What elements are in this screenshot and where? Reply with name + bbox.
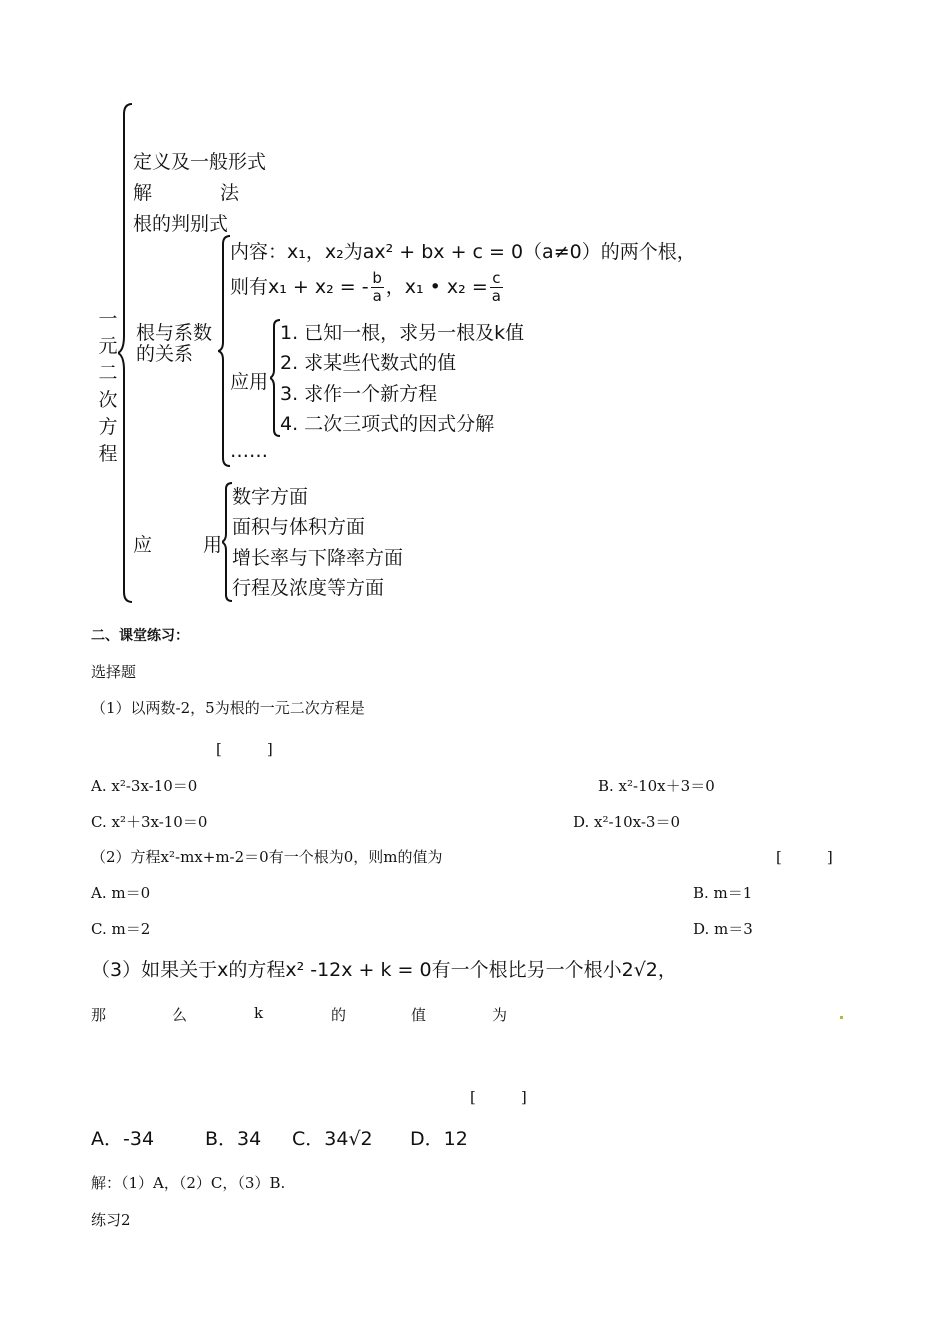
node-apply-2: 用: [203, 534, 223, 556]
root-topic: 一元二次方程: [98, 308, 118, 465]
q3-tail-4: 的: [331, 1006, 347, 1024]
vieta-content-b: [230, 270, 505, 305]
q2-bracket: [ ]: [776, 848, 833, 866]
usage-label: 应用: [230, 371, 269, 393]
q2-option-a: A. m＝0: [91, 884, 151, 902]
node-vieta-2: 的关系: [136, 343, 194, 365]
q3-tail-6: 为: [492, 1006, 508, 1024]
section-title: 二、课堂练习：: [91, 628, 189, 644]
q3-tail-2: 么: [172, 1006, 188, 1024]
fraction-c-over-a: [490, 270, 503, 305]
apply-item-4: 行程及浓度等方面: [232, 577, 385, 599]
node-definition: 定义及一般形式: [133, 151, 267, 173]
q3-bracket: [ ]: [470, 1088, 527, 1106]
q3-option-c: C．34√2: [292, 1128, 373, 1150]
frac-b-num: b: [372, 269, 382, 287]
decorative-dot: [840, 1016, 843, 1019]
q3-option-b: B．34: [205, 1128, 262, 1150]
frac-b-den: a: [372, 287, 382, 305]
q1-option-a: A. x²-3x-10＝0: [91, 777, 198, 795]
fraction-b-over-a: [371, 270, 384, 305]
q1-option-d: D. x²-10x-3＝0: [573, 813, 681, 831]
q3-stem: （3）如果关于x的方程x² -12x + k = 0有一个根比另一个根小2√2，: [91, 959, 677, 981]
node-solve-2: 法: [220, 182, 240, 204]
section-subtitle: 选择题: [91, 663, 137, 681]
usage-item-2: 2. 求某些代数式的值: [280, 352, 457, 374]
vieta-content-a: 内容：x₁，x₂为ax² + bx + c = 0（a≠0）的两个根，: [230, 241, 696, 263]
q3-option-a: A．-34: [91, 1128, 155, 1150]
q3-tail-5: 值: [411, 1006, 427, 1024]
q3-option-d: D．12: [410, 1128, 468, 1150]
q1-bracket: [ ]: [216, 740, 273, 758]
vieta-content-b-mid: ，x₁ • x₂ =: [385, 276, 488, 298]
usage-item-4: 4. 二次三项式的因式分解: [280, 413, 495, 435]
frac-c-num: c: [492, 269, 501, 287]
q1-option-c: C. x²＋3x-10＝0: [91, 813, 208, 831]
frac-c-den: a: [491, 287, 501, 305]
answer-line: 解：（1）A，（2）C，（3）B.: [91, 1174, 286, 1192]
q3-tail-1: 那: [91, 1006, 107, 1024]
node-vieta-1: 根与系数: [136, 322, 213, 344]
q3-tail-3: k: [254, 1004, 264, 1022]
q1-option-b: B. x²-10x＋3＝0: [598, 777, 715, 795]
usage-item-3: 3. 求作一个新方程: [280, 383, 438, 405]
q2-option-b: B. m＝1: [693, 884, 753, 902]
vieta-ellipsis: ……: [230, 440, 268, 462]
next-heading: 练习2: [91, 1211, 131, 1229]
vieta-content-b-prefix: 则有x₁ + x₂ = -: [230, 276, 369, 298]
apply-item-2: 面积与体积方面: [232, 516, 366, 538]
q2-option-c: C. m＝2: [91, 920, 151, 938]
q1-stem: （1）以两数-2，5为根的一元二次方程是: [91, 699, 365, 717]
q2-stem: （2）方程x²-mx+m-2＝0有一个根为0，则m的值为: [91, 848, 443, 866]
apply-item-1: 数字方面: [232, 486, 309, 508]
apply-item-3: 增长率与下降率方面: [232, 547, 404, 569]
node-solve-1: 解: [133, 182, 153, 204]
node-discriminant: 根的判别式: [133, 213, 229, 235]
node-apply-1: 应: [133, 534, 153, 556]
q2-option-d: D. m＝3: [693, 920, 753, 938]
usage-item-1: 1. 已知一根，求另一根及k值: [280, 322, 525, 344]
